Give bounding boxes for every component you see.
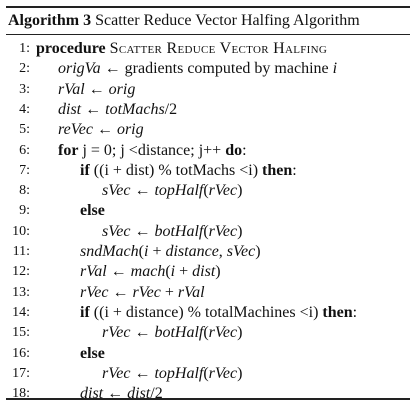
math-token: rVec [132, 283, 161, 301]
line-number: 1: [19, 41, 30, 56]
keyword-token: if [80, 303, 90, 321]
keyword-token: procedure [36, 40, 110, 57]
text-token: ← [130, 364, 155, 382]
line-content [102, 322, 242, 344]
math-token: orig [108, 80, 136, 98]
text-token: ← [130, 222, 155, 240]
line-number: 13: [12, 284, 30, 300]
math-token: sVec [102, 182, 131, 200]
text-token: ((i + dist) % totMachs <i) [89, 161, 263, 179]
line-content [58, 58, 337, 80]
algorithm-label: Algorithm 3 [8, 12, 92, 29]
math-token: i [143, 243, 149, 260]
math-token: dist [127, 385, 151, 403]
text-token: ) [215, 263, 221, 281]
text-token: ← [108, 283, 133, 301]
text-token: ) [255, 243, 261, 260]
math-token: rVec [80, 283, 109, 301]
math-token: totMachs [105, 100, 165, 118]
text-token: ( [138, 243, 144, 260]
line-number: 18: [12, 386, 30, 402]
math-token: sVec [102, 222, 131, 240]
math-token: rVal [177, 283, 205, 301]
line-content [80, 343, 105, 365]
algorithm-header [6, 8, 410, 35]
text-token: , [218, 243, 227, 260]
text-token: ← [106, 263, 131, 281]
text-token: ( [165, 263, 171, 281]
line-content [58, 119, 144, 141]
math-token: topHalf [154, 182, 204, 200]
text-token: j = 0; j <distance; j++ [78, 141, 226, 159]
line-number: 4: [19, 101, 30, 117]
text-token: ← [130, 182, 155, 200]
line-number: 16: [12, 345, 30, 361]
line-content [80, 302, 357, 324]
math-token: rVec [102, 324, 131, 342]
math-token: rVal [58, 80, 85, 98]
line-content [80, 200, 105, 222]
line-number: 10: [12, 223, 30, 239]
line-number: 9: [19, 203, 30, 219]
keyword-token: then [262, 161, 293, 179]
math-token: rVec [208, 222, 238, 240]
line-number: 11: [12, 244, 30, 259]
text-token: ← [130, 324, 155, 342]
line-number: 8: [19, 183, 30, 199]
math-token: origVa [58, 60, 101, 78]
line-content [102, 363, 242, 385]
line-content [80, 282, 205, 304]
line-content [80, 241, 261, 263]
math-token: sndMach [80, 243, 139, 260]
math-token: botHalf [154, 324, 204, 342]
line-content [102, 180, 242, 202]
algorithm-box [6, 6, 410, 403]
line-number: 12: [12, 264, 30, 280]
line-number: 15: [12, 325, 30, 341]
keyword-token: for [58, 141, 79, 159]
text-token: ( [203, 364, 209, 382]
text-token: + [160, 283, 178, 301]
text-token: ) [237, 222, 243, 240]
math-token: orig [116, 121, 144, 139]
keyword-token: else [80, 344, 105, 362]
line-content [36, 38, 327, 60]
text-token: ) [237, 182, 243, 200]
algorithm-title: Scatter Reduce Vector Halfing Algorithm [95, 12, 360, 29]
math-token: reVec [58, 121, 93, 139]
text-token: + [175, 263, 193, 281]
text-token: ( [203, 182, 209, 200]
line-number: 17: [12, 365, 30, 381]
line-content [58, 140, 247, 162]
text-token: ( [203, 222, 209, 240]
text-token: ← [103, 385, 128, 403]
math-token: distance [165, 243, 219, 260]
text-token: + [148, 243, 166, 260]
math-token: i [170, 263, 176, 281]
keyword-token: do [225, 141, 243, 159]
math-token: dist [80, 385, 104, 403]
math-token: mach [130, 263, 166, 281]
line-content [58, 99, 177, 121]
line-number: 6: [19, 142, 30, 158]
line-number: 3: [19, 81, 30, 97]
math-token: rVec [208, 324, 238, 342]
line-number: 14: [12, 304, 30, 320]
line-content [102, 221, 242, 243]
line-content [80, 261, 221, 283]
text-token: : [352, 303, 358, 321]
text-token: ) [237, 364, 243, 382]
line-content [80, 383, 163, 405]
math-token: rVec [208, 364, 238, 382]
math-token: rVal [80, 263, 107, 281]
text-token: : [242, 141, 247, 159]
line-number: 5: [19, 122, 30, 138]
math-token: i [332, 60, 338, 78]
keyword-token: else [80, 202, 105, 220]
math-token: botHalf [154, 222, 204, 240]
text-token: ← [81, 100, 106, 118]
keyword-token: if [80, 161, 90, 179]
text-token: Scatter Reduce Vector Halfing [109, 40, 328, 57]
line-content [80, 160, 297, 182]
text-token: ← [84, 80, 109, 98]
math-token: dist [58, 100, 82, 118]
math-token: sVec [226, 243, 256, 260]
text-token: ( [203, 324, 209, 342]
text-token: : [292, 161, 297, 179]
keyword-token: then [322, 303, 353, 321]
math-token: rVec [208, 182, 238, 200]
line-number: 7: [19, 162, 30, 178]
text-token: /2 [150, 385, 163, 403]
math-token: topHalf [154, 364, 204, 382]
math-token: dist [192, 263, 216, 281]
math-token: rVec [102, 364, 131, 382]
text-token: ((i + distance) % totalMachines <i) [89, 303, 323, 321]
text-token: ← [92, 121, 117, 139]
line-number: 2: [19, 61, 30, 77]
text-token: ) [237, 324, 243, 342]
text-token: /2 [164, 100, 178, 118]
line-content [58, 79, 135, 101]
text-token: ← gradients computed by machine [100, 60, 333, 78]
